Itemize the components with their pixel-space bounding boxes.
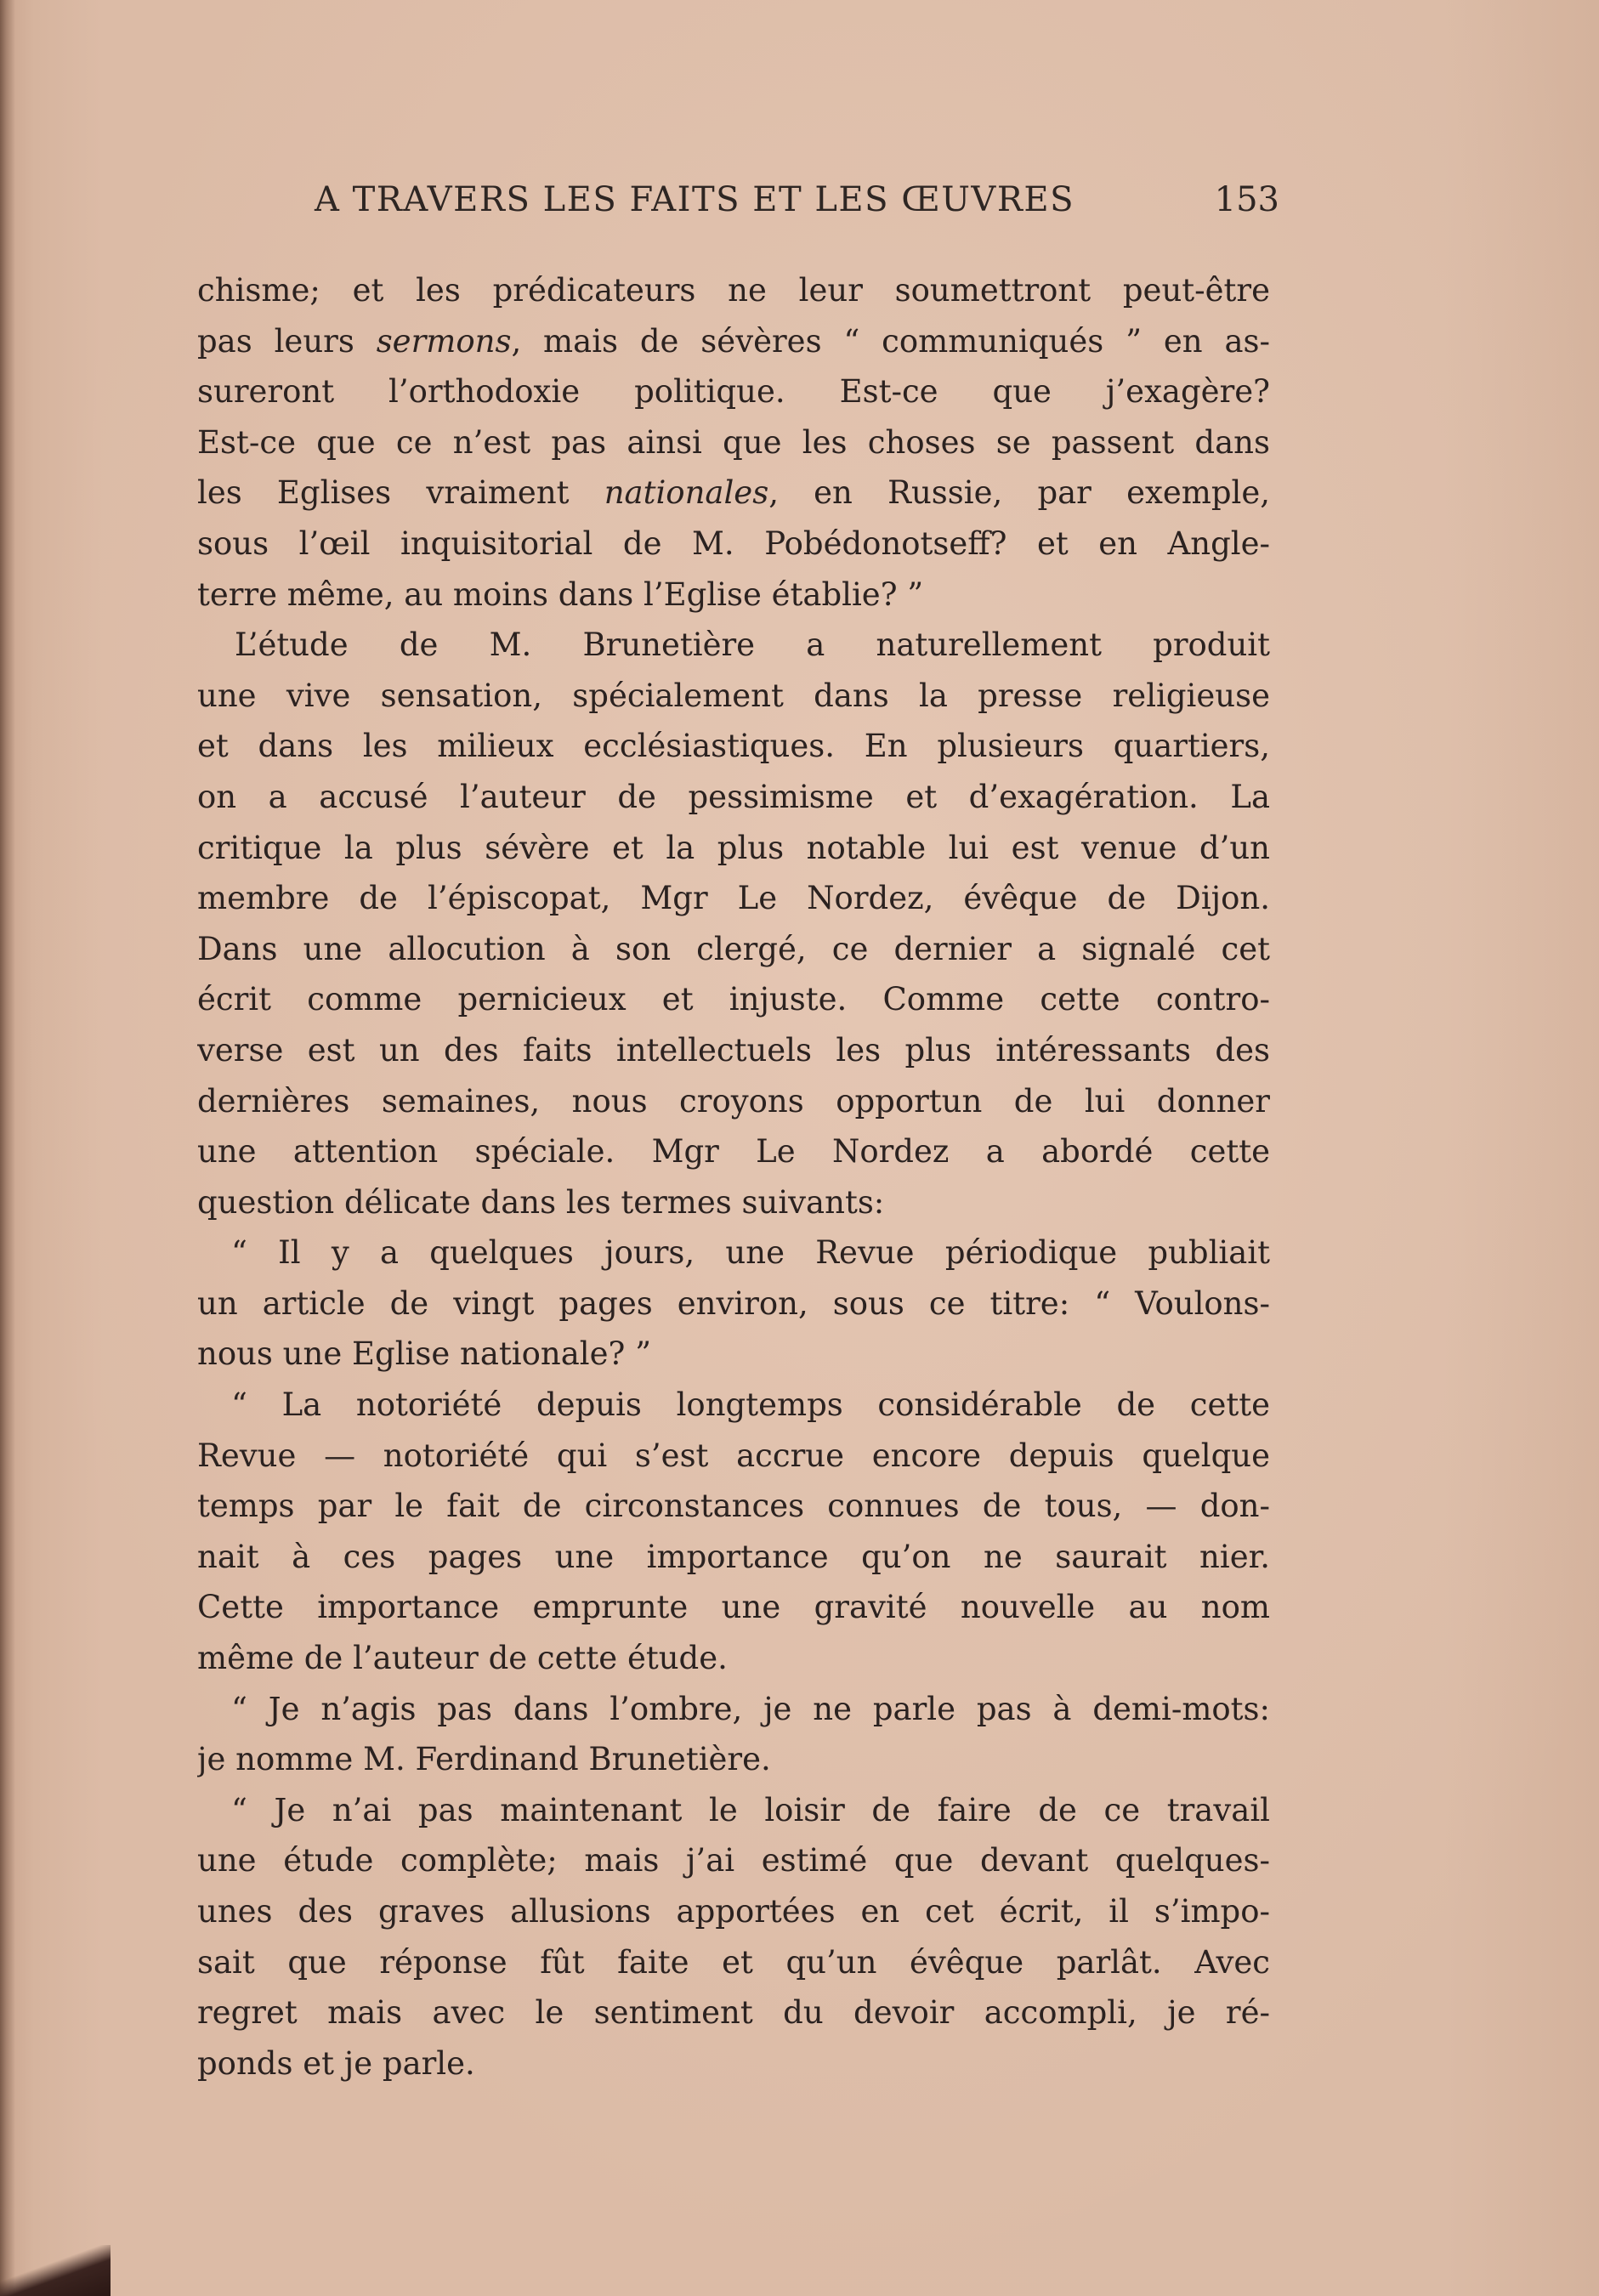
text-line: ponds et je parle. <box>197 2044 475 2082</box>
text-line: on a accusé l’auteur de pessimisme et d’exagération. La <box>197 778 1270 815</box>
text-line: “ La notoriété depuis longtemps considérable de cette <box>231 1386 1270 1424</box>
text-line: critique la plus sévère et la plus notable lui est venue d’un <box>197 829 1270 866</box>
text-line: Est-ce que ce n’est pas ainsi que les choses se passent dans <box>197 423 1270 461</box>
text-line: un article de vingt pages environ, sous ce titre: “ Voulons- <box>197 1284 1270 1322</box>
text-line: une attention spéciale. Mgr Le Nordez a abordé cette <box>197 1133 1270 1171</box>
text-line: sous l’œil inquisitorial de M. Pobédonotseff? et en Angle- <box>197 524 1270 562</box>
text-line: même de l’auteur de cette étude. <box>197 1640 728 1677</box>
text-line: pas leurs sermons, mais de sévères “ communiqués ” en as- <box>197 322 1270 360</box>
text-line: je nomme M. Ferdinand Brunetière. <box>197 1741 771 1778</box>
text-line: sait que réponse fût faite et qu’un évêque parlât. Avec <box>197 1943 1270 1981</box>
text-line: une vive sensation, spécialement dans la presse religieuse <box>197 677 1270 714</box>
text-line: “ Je n’ai pas maintenant le loisir de faire de ce travail <box>231 1791 1270 1828</box>
cover-corner <box>0 2245 111 2296</box>
text-line: temps par le fait de circonstances connues de tous, — don- <box>197 1488 1270 1525</box>
text-line: écrit comme pernicieux et injuste. Comme cette contro- <box>197 981 1270 1018</box>
text-line: une étude complète; mais j’ai estimé que devant quelques- <box>197 1842 1270 1879</box>
binding-edge <box>0 0 15 2296</box>
text-line: “ Il y a quelques jours, une Revue périodique publiait <box>231 1234 1270 1272</box>
text-line: verse est un des faits intellectuels les plus intéressants des <box>197 1031 1270 1069</box>
text-line: chisme; et les prédicateurs ne leur soumettront peut-être <box>197 272 1270 309</box>
text-line: nous une Eglise nationale? ” <box>197 1335 652 1373</box>
text-line: dernières semaines, nous croyons opportun de lui donner <box>197 1082 1270 1120</box>
text-line: Cette importance emprunte une gravité nouvelle au nom <box>197 1589 1270 1626</box>
running-title: A TRAVERS LES FAITS ET LES ŒUVRES <box>315 180 1075 219</box>
text-line: L’étude de M. Brunetière a naturellement produit <box>235 626 1270 664</box>
text-line: terre même, au moins dans l’Eglise établie? ” <box>197 575 924 613</box>
text-line: sureront l’orthodoxie politique. Est-ce que j’exagère? <box>197 373 1270 411</box>
text-line: Revue — notoriété qui s’est accrue encore depuis quelque <box>197 1437 1270 1474</box>
text-line: “ Je n’agis pas dans l’ombre, je ne parle pas à demi-mots: <box>231 1690 1270 1727</box>
text-line: regret mais avec le sentiment du devoir accompli, je ré- <box>197 1994 1270 2032</box>
text-line: les Eglises vraiment nationales, en Russie, par exemple, <box>197 474 1270 512</box>
text-line: Dans une allocution à son clergé, ce dernier a signalé cet <box>197 930 1270 967</box>
text-line: nait à ces pages une importance qu’on ne saurait nier. <box>197 1538 1270 1575</box>
page-number: 153 <box>1214 180 1279 219</box>
text-line: et dans les milieux ecclésiastiques. En plusieurs quartiers, <box>197 728 1270 765</box>
text-line: membre de l’épiscopat, Mgr Le Nordez, évêque de Dijon. <box>197 880 1270 917</box>
running-header <box>315 180 1279 231</box>
text-line: unes des graves allusions apportées en cet écrit, il s’impo- <box>197 1893 1270 1930</box>
body-text <box>197 265 1270 2089</box>
text-line: question délicate dans les termes suivants: <box>197 1183 885 1221</box>
